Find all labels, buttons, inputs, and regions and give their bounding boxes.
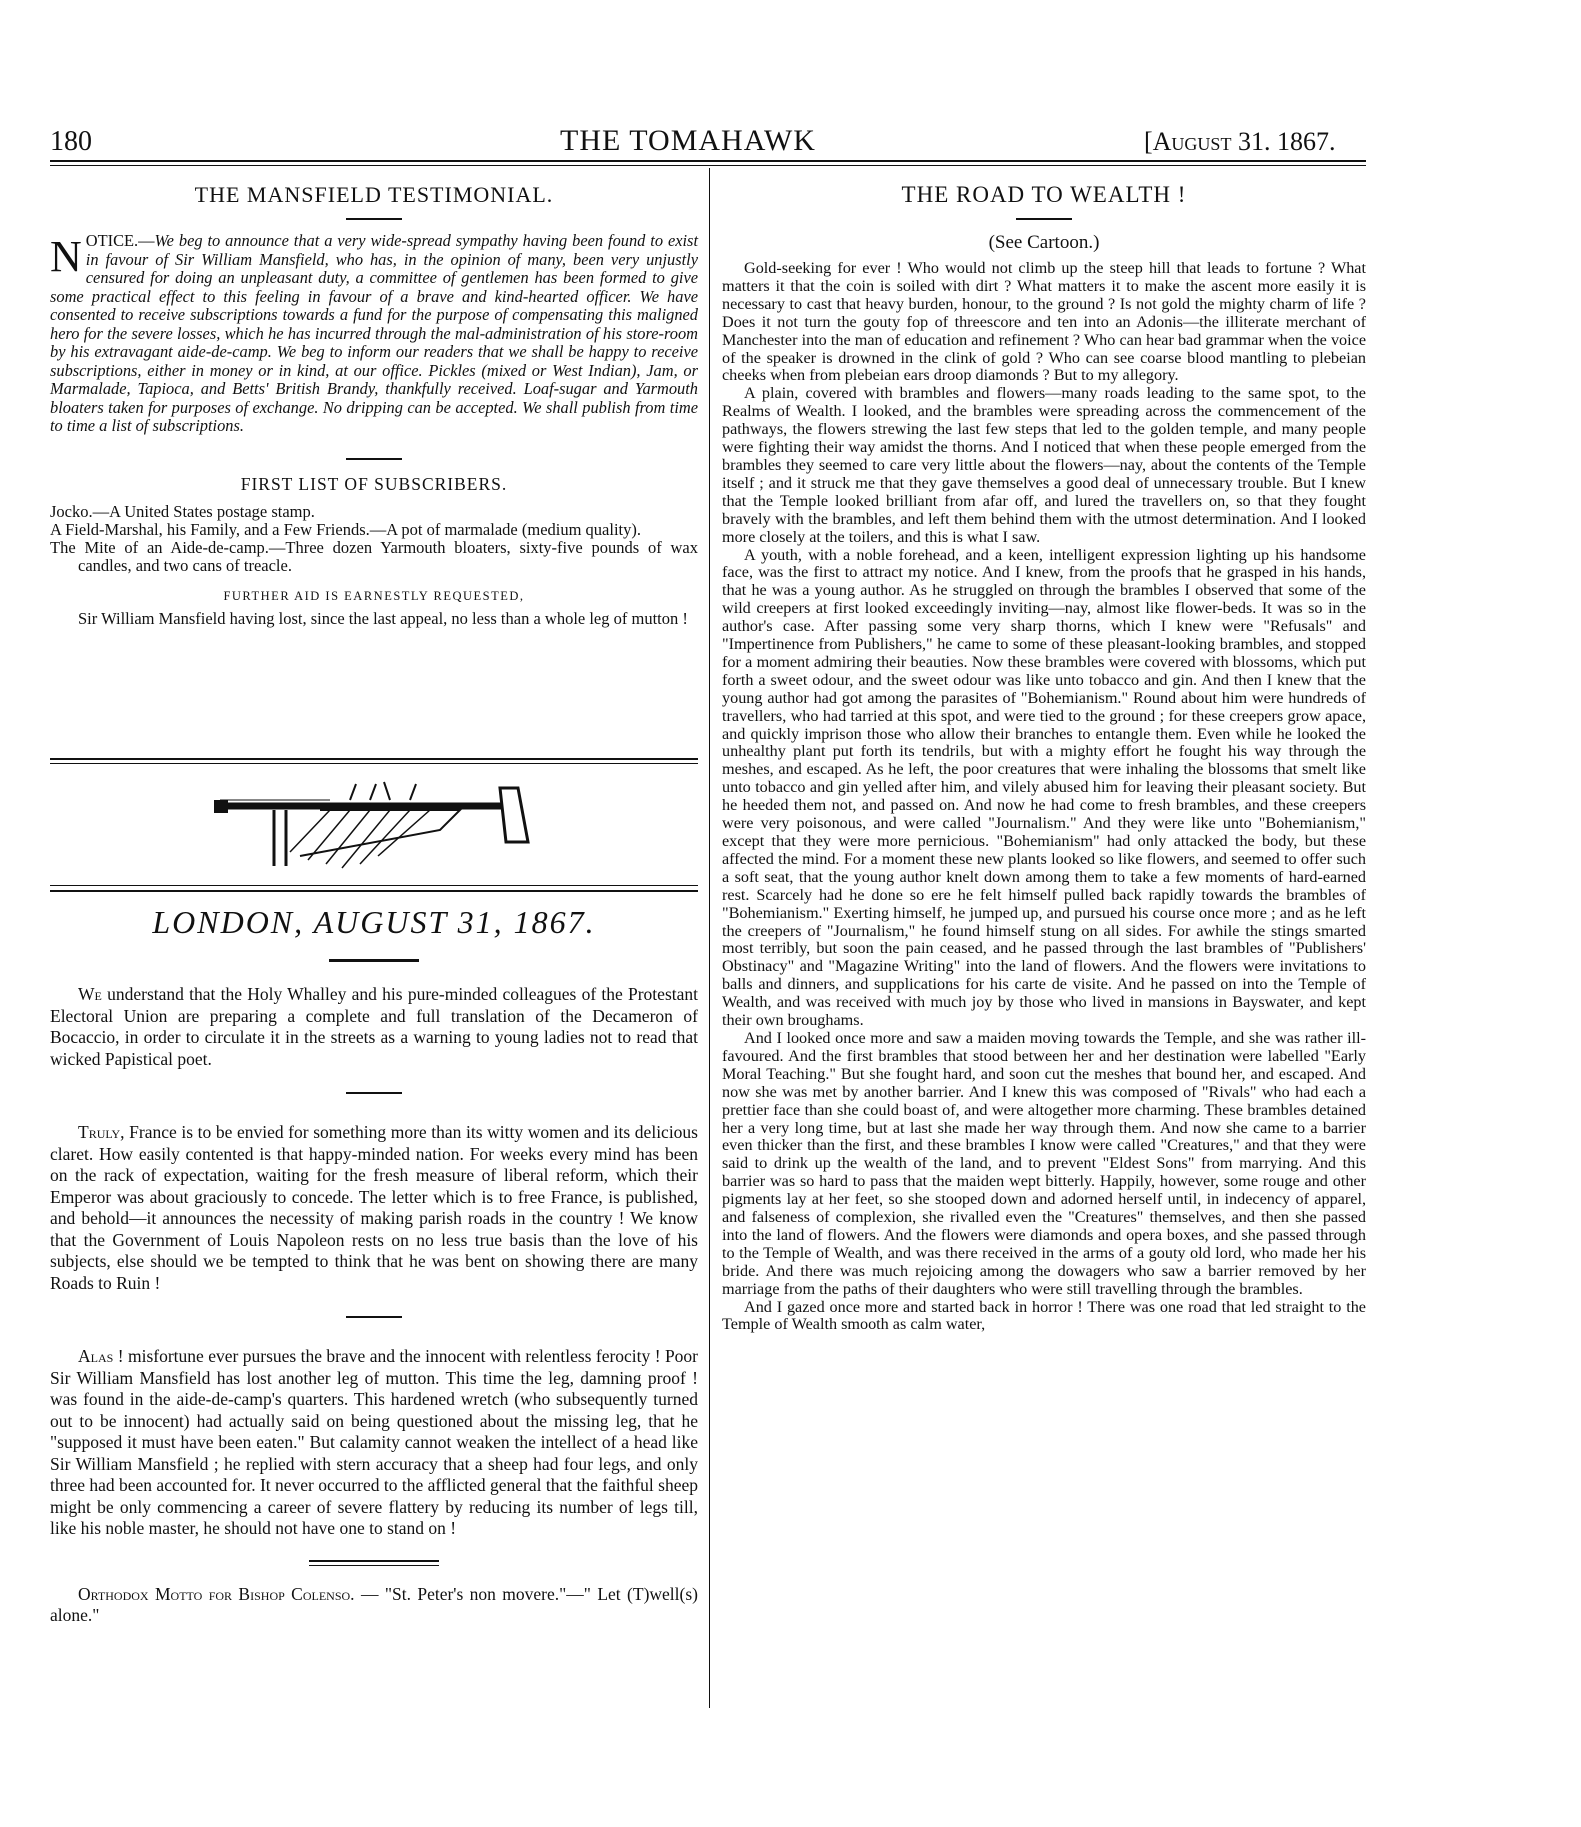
lead-word: Truly,: [78, 1122, 125, 1142]
left-column: [50, 168, 698, 628]
column-divider: [709, 168, 710, 1708]
editorial-paragraph: [50, 984, 698, 1070]
further-aid-notice: FURTHER AID IS EARNESTLY REQUESTED,: [223, 588, 525, 603]
title-rule: [346, 218, 402, 220]
page-number: 180: [50, 126, 92, 157]
notice-word: OTICE.—: [85, 231, 155, 250]
see-cartoon: (See Cartoon.): [988, 232, 1100, 253]
article-paragraph: A youth, with a noble forehead, and a keen, intelligent expression lighting up his handsome face, was the first to attract my notice. And I knew, from the proofs that he grasped in his hands, that he was a young author. As he struggled on through the brambles I observed that some of the wild creepers at first looked exceedingly inviting—nay, almost like flower-beds. It was so in the author's case. After passing some very sharp thorns, which I knew were "Refusals" and "Impertinence from Publishers," he came to some of these pleasant-looking brambles, and stopped for a moment admiring their beauties. Now these brambles were covered with blossoms, which put forth a sweet odour, and the sweet odour was like unto tobacco and gin. And then I knew that the young author had got among the parasites of "Bohemianism." Round about him were hundreds of travellers, who had tarried at this spot, and were tied to the ground ; for these creepers grow apace, and quickly imprison those who allow their branches to entangle them. Even while he looked the unhealthy plant put forth its tendrils, but with a mighty effort he fought his way through the meshes, and escaped. As he left, the poor creatures that were inhaling the blossoms that smelt like unto tobacco and gin yelled after him, and vilely abused him for leaving their pleasant society. But he heeded them not, and passed on. And now he had come to fresh brambles, and these creepers were very poisonous, and were called "Journalism." And they were like unto "Bohemianism," except that they were more pernicious. "Bohemianism" had only attacked the body, but these affected the mind. For a moment these new plants looked so like flowers, and seemed to offer such a soft seat, that the young author knelt down among them to take a few moments of hard-earned rest. Scarcely had he done so ere he felt himself pulled back rapidly towards the brambles of "Bohemianism." Exerting himself, he jumped up, and pursued his course once more ; and as he left the creepers of "Journalism," he found himself stung on all sides. For awhile the stings smarted most terribly, but soon the pain ceased, and he passed through the last brambles of "Publishers' Obstinacy" and "Magazine Writing" into the land of flowers. And the flowers were invitations to balls and dinners, and supplications for his carte de visite. And he passed on into the Temple of Wealth, and was received with much joy by those who lived in mansions in Bayswater, and kept their own broughams.: [722, 545, 1366, 1030]
section-rule-1b: [50, 763, 698, 764]
subscribers-rule: [346, 458, 402, 460]
road-title-rule: [1016, 218, 1072, 220]
article-paragraph: And I gazed once more and started back in horror ! There was one road that led straight to the Temple of Wealth smooth as calm water,: [722, 1297, 1366, 1334]
motto-lead: Orthodox Motto for Bishop Colenso.: [78, 1583, 355, 1604]
masthead-title: THE TOMAHAWK: [560, 124, 816, 157]
motto-rule-1: [309, 1560, 439, 1562]
dateline-rule: [329, 959, 419, 962]
paragraph-rule: [346, 1092, 402, 1094]
subscriber-entry: Jocko.—A United States postage stamp.: [50, 501, 315, 521]
subscriber-entry: The Mite of an Aide-de-camp.—Three dozen Yarmouth bloaters, sixty-five pounds of wax candles, and two cans of treacle.: [50, 537, 698, 575]
section-rule-1a: [50, 758, 698, 760]
motto-paragraph: [50, 1584, 698, 1627]
editorial-paragraph: [50, 1122, 698, 1294]
motto-rule-2: [309, 1565, 439, 1566]
issue-date: [August 31. 1867.: [1144, 127, 1336, 156]
paragraph-text: understand that the Holy Whalley and his pure-minded colleagues of the Protestant Electoral Union are preparing a complete and full translation of the Decameron of Bocaccio, in order to circulate it in the streets as a warning to young ladies not to read that wicked Papistical poet.: [50, 984, 698, 1069]
subscriber-entry: A Field-Marshal, his Family, and a Few Friends.—A pot of marmalade (medium quality).: [50, 519, 642, 539]
notice-paragraph: [50, 232, 698, 436]
road-to-wealth-title: THE ROAD TO WEALTH !: [901, 182, 1187, 207]
lead-word: We: [78, 984, 102, 1004]
paragraph-rule: [346, 1316, 402, 1318]
editorial-paragraph: [50, 1346, 698, 1540]
testimonial-title: THE MANSFIELD TESTIMONIAL.: [194, 182, 554, 207]
tomahawk-icon: [210, 776, 540, 872]
editorial-section: [50, 904, 698, 1627]
motto-text: — "St. Peter's non movere."—" Let (T)well(s) alone.": [50, 1583, 698, 1625]
article-paragraph: And I looked once more and saw a maiden moving towards the Temple, and she was rather ill-favoured. And the first brambles that stood between her and her destination were labelled "Early Moral Teaching." But she fought hard, and soon cut the meshes that bound her, and escaped. And now she was met by another barrier. And I knew this was composed of "Rivals" who had each a prettier face than she could boast of, and were altogether more charming. These brambles detained her a very long time, but at last she made her way through them. And now she came to a barrier even thicker than the first, and these brambles I know were called "Creatures," and that they were said to drink up the wealth of the land, and to prevent "Eldest Sons" from marrying. And this barrier was so hard to pass that the maiden wept bitterly. Happily, however, some rouge and other pigments lay at her feet, so she stooped down and adorned herself until, in indecency of apparel, and falseness of complexion, she rivalled even the "Creatures" themselves, and then she passed into the land of flowers. And the flowers were diamonds and opera boxes, and she passed through to the Temple of Wealth, and was there received in the arms of a gouty old lord, who made her his bride. And there was much rejoicing among the dowagers who saw a barrier removed by her marriage from the paths of their daughters who were still travelling through the brambles.: [722, 1028, 1366, 1298]
lead-word: Alas !: [78, 1346, 124, 1366]
dateline: LONDON, AUGUST 31, 1867.: [152, 904, 596, 940]
header-rule-bottom: [50, 165, 1366, 166]
paragraph-text: France is to be envied for something more than its witty women and its delicious claret. How easily contented is that happy-minded nation. For weeks every mind has been on the rack of expectation, waiting for the fresh measure of liberal reform, which their Emperor was about graciously to concede. The letter which is to free France, is published, and behold—it announces the necessity of making parish roads in the country ! We know that the Government of Louis Napoleon rests on no less true basis than the love of his subjects, else should we be tempted to think that he was bent on showing there are many Roads to Ruin !: [50, 1122, 698, 1293]
right-column: [722, 168, 1366, 1334]
paragraph-text: misfortune ever pursues the brave and the innocent with relentless ferocity ! Poor Sir William Mansfield has lost another leg of mutton. This time the leg, damning proof ! was found in the aide-de-camp's quarters. This hardened wretch (who subsequently turned out to be innocent) had actually said on being questioned about the missing leg, that he "supposed it must have been eaten." But calamity cannot weaken the intellect of a head like Sir William Mansfield ; he replied with stern accuracy that a sheep had four legs, and only three had been accounted for. It never occurred to the afflicted general that the faithful sheep might be only commencing a career of severe flattery by reducing its number of legs till, like his noble master, he should not have one to stand on !: [50, 1346, 699, 1538]
last-appeal: Sir William Mansfield having lost, since the last appeal, no less than a whole leg of mutton !: [78, 608, 688, 628]
notice-body: We beg to announce that a very wide-spread sympathy having been found to exist in favour of Sir William Mansfield, who has, in the opinion of many, been very unjustly censured for doing an unpleasant duty, a committee of gentlemen has been formed to give some practical effect to this feeling in favour of a brave and kind-hearted officer. We have consented to receive subscriptions towards a fund for the purpose of compensating this maligned hero for the severe losses, which he has incurred through the mal-administration of his store-room by his extravagant aide-de-camp. We beg to inform our readers that we shall be happy to receive subscriptions, either in money or in kind, at our office. Pickles (mixed or West Indian), Jam, or Marmalade, Tapioca, and Betts' British Brandy, thankfully received. Loaf-sugar and Yarmouth bloaters taken for purposes of exchange. No dripping can be accepted. We shall publish from time to time a list of subscriptions.: [50, 231, 698, 435]
article-paragraph: Gold-seeking for ever ! Who would not climb up the steep hill that leads to fortune ? What matters it that the coin is soiled with dirt ? What matters it to make the ascent more easily it is necessary to cast that heavy burden, honour, to the ground ? Is not gold the mighty charm of life ? Does it not turn the gouty fop of threescore and ten into an Adonis—the illiterate merchant of Manchester into the man of education and refinement ? Who can hear bad grammar when the voice of the speaker is drowned in the clink of gold ? Who can see coarse blood mantling to plebeian cheeks when from plebeian ears droop diamonds ? But to my allegory.: [722, 259, 1366, 385]
drop-cap: N: [50, 232, 82, 281]
header-rule-top: [50, 160, 1366, 162]
section-rule-2a: [50, 885, 698, 886]
subscribers-title: FIRST LIST OF SUBSCRIBERS.: [240, 473, 508, 494]
article-paragraph: A plain, covered with brambles and flowers—many roads leading to the same spot, to the Realms of Wealth. I looked, and the brambles were spreading across the commencement of the pathways, the flowers strewing the last few steps that led to the golden temple, and many people were fighting their way amidst the thorns. And I noticed that when these people emerged from the brambles they seemed to care very little about the flowers—nay, about the contents of the Temple itself ; and it struck me that they gave themselves a good deal of unnecessary trouble. But I knew that the Temple looked brilliant from afar off, and lured the travellers on, so that they fought bravely with the brambles, and left them behind them with the utmost determination. And I looked more closely at the toilers, and this is what I saw.: [722, 384, 1366, 546]
section-rule-2b: [50, 890, 698, 892]
